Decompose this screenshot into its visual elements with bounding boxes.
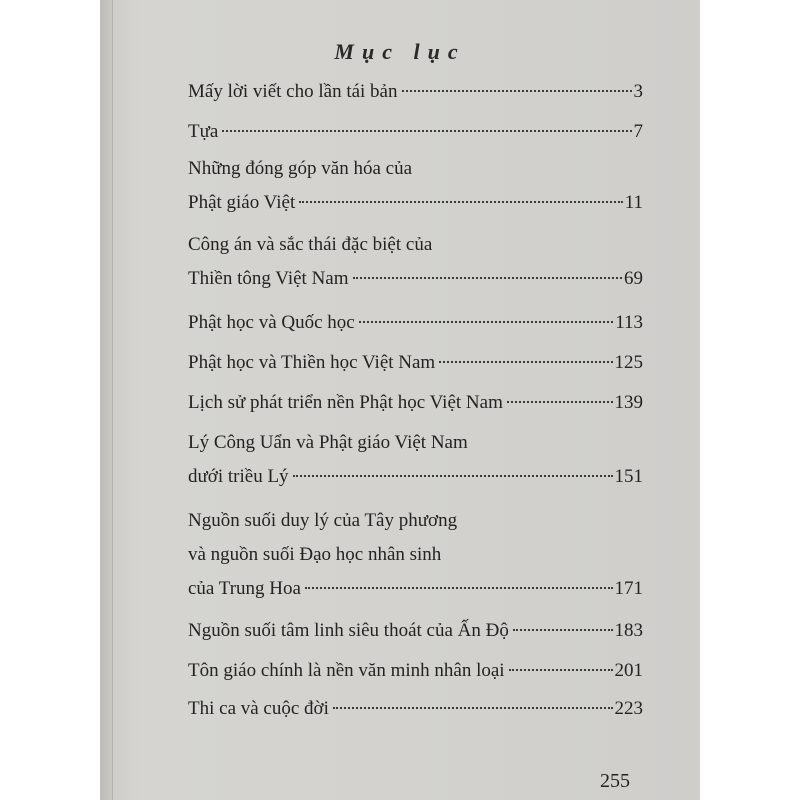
book-page <box>100 0 700 800</box>
toc-entry-page: 201 <box>614 660 643 681</box>
toc-entry-page: 171 <box>614 578 643 599</box>
toc-entry <box>188 115 643 149</box>
toc-entry <box>188 228 643 296</box>
toc-entry <box>188 75 643 109</box>
toc-entry-title: của Trung Hoa <box>188 578 301 599</box>
toc-entry-title-line: và nguồn suối Đạo học nhân sinh <box>188 544 442 565</box>
toc-entry-page: 69 <box>624 268 643 289</box>
dot-leader <box>513 629 613 631</box>
toc-entry-title-line: Lý Công Uẩn và Phật giáo Việt Nam <box>188 432 468 453</box>
toc-entry-page: 3 <box>633 81 643 102</box>
dot-leader <box>353 277 622 279</box>
page-number: 255 <box>600 770 630 792</box>
toc-entry-page: 125 <box>614 352 643 373</box>
toc-entry <box>188 504 643 606</box>
dot-leader <box>222 130 631 132</box>
toc-entry-page: 139 <box>614 392 643 413</box>
dot-leader <box>402 90 632 92</box>
toc-entry <box>188 152 643 220</box>
toc-entry-page: 113 <box>615 312 643 333</box>
dot-leader <box>305 587 613 589</box>
toc-entry-title: Thiền tông Việt Nam <box>188 268 349 289</box>
toc-entry-title: Thi ca và cuộc đời <box>188 698 329 719</box>
dot-leader <box>439 361 612 363</box>
toc-entry-page: 223 <box>614 698 643 719</box>
dot-leader <box>299 201 622 203</box>
toc-entry-title: Mấy lời viết cho lần tái bản <box>188 81 398 102</box>
page-edge <box>100 0 113 800</box>
page-title: Mục lục <box>334 38 466 64</box>
toc-entry <box>188 692 643 726</box>
toc-entry-title: Lịch sử phát triển nền Phật học Việt Nam <box>188 392 503 413</box>
dot-leader <box>509 669 613 671</box>
toc-entry-page: 7 <box>633 121 643 142</box>
dot-leader <box>507 401 613 403</box>
toc-entry <box>188 654 643 688</box>
toc-entry-title-line: Công án và sắc thái đặc biệt của <box>188 234 433 255</box>
toc-entry-title: Nguồn suối tâm linh siêu thoát của Ấn Độ <box>188 620 509 641</box>
toc-entry-page: 151 <box>614 466 643 487</box>
dot-leader <box>293 475 613 477</box>
toc-entry <box>188 614 643 648</box>
toc-entry-title: Phật học và Quốc học <box>188 312 355 333</box>
dot-leader <box>359 321 613 323</box>
dot-leader <box>333 707 613 709</box>
toc-entry-title-line: Nguồn suối duy lý của Tây phương <box>188 510 458 531</box>
toc-entry <box>188 386 643 420</box>
toc-entry <box>188 306 643 340</box>
toc-entry-title: Phật giáo Việt <box>188 192 296 213</box>
toc-entry-page: 183 <box>614 620 643 641</box>
toc-entry-page: 11 <box>624 192 643 213</box>
toc-entry <box>188 346 643 380</box>
toc-entry-title: dưới triều Lý <box>188 466 289 487</box>
toc-entry-title: Tựa <box>188 121 219 142</box>
toc-entry-title: Tôn giáo chính là nền văn minh nhân loại <box>188 660 505 681</box>
toc-entry-title-line: Những đóng góp văn hóa của <box>188 158 413 179</box>
toc-entry-title: Phật học và Thiền học Việt Nam <box>188 352 436 373</box>
toc-entry <box>188 426 643 494</box>
